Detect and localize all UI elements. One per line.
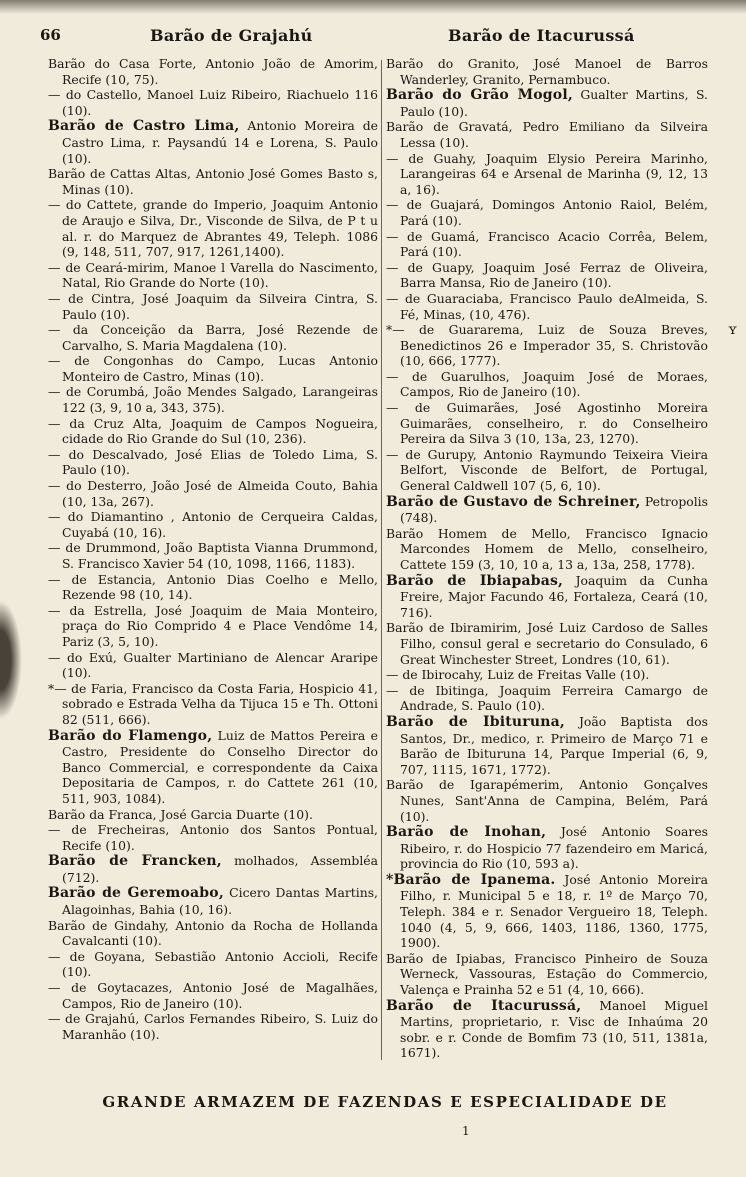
entry-text: — da Estrella, José Joaquim de Maia Monteiro, praça do Rio Comprido 4 e Place Vendôme 14, Pariz (3, 5, 10). bbox=[48, 602, 378, 649]
directory-entry bbox=[386, 56, 708, 87]
entry-text: — de Guajará, Domingos Antonio Raiol, Belém, Pará (10). bbox=[386, 197, 708, 228]
directory-entry bbox=[48, 540, 378, 571]
entry-text: Antonio Moreira de Castro Lima, r. Paysandú 14 e Lorena, S. Paulo (10). bbox=[62, 118, 378, 166]
entry-text: Petropolis (748). bbox=[400, 493, 708, 526]
entry-text: Barão de Gravatá, Pedro Emiliano da Silveira Lessa (10). bbox=[386, 119, 708, 150]
page-header bbox=[0, 26, 746, 52]
entry-text: — do Desterro, João José de Almeida Couto, Bahia (10, 13a, 267). bbox=[48, 478, 378, 509]
directory-entry bbox=[48, 572, 378, 603]
directory-entry bbox=[48, 650, 378, 681]
entry-text: — de Ibitinga, Joaquim Ferreira Camargo de Andrade, S. Paulo (10). bbox=[386, 682, 708, 714]
entry-text: — de Congonhas do Campo, Lucas Antonio Monteiro de Castro, Minas (10). bbox=[48, 353, 378, 384]
directory-entry bbox=[386, 667, 708, 683]
directory-entry bbox=[386, 714, 708, 777]
directory-entry bbox=[386, 229, 708, 260]
entry-text: — do Castello, Manoel Luiz Ribeiro, Riachuelo 116 (10). bbox=[48, 87, 378, 118]
entry-heading: Barão de Itacurussá, bbox=[386, 997, 582, 1014]
directory-entry bbox=[386, 824, 708, 872]
entry-text: Barão Homem de Mello, Francisco Ignacio Marcondes Homem de Mello, conselheiro, Cattete 159 (3, 10, 10 a, 13 a, 13a, 258, 1778). bbox=[386, 525, 708, 572]
entry-text: — de Guarulhos, Joaquim José de Moraes, Campos, Rio de Janeiro (10). bbox=[386, 368, 708, 400]
entry-text: Manoel Miguel Martins, proprietario, r. Visc de Inhaúma 20 sobr. e r. Conde de Bomfim 73 (10, 511, 1381a, 1671). bbox=[400, 997, 709, 1061]
footer-banner: GRANDE ARMAZEM DE FAZENDAS E ESPECIALIDADE DE bbox=[102, 1093, 668, 1111]
entry-text: João Baptista dos Santos, Dr., medico, r. Primeiro de Março 71 e Barão de Ibituruna 14, Parque Imperial (6, 9, 707, 1115, 1671, 1772). bbox=[400, 713, 709, 777]
entry-heading: *Barão de Ipanema. bbox=[386, 871, 556, 888]
directory-entry bbox=[386, 998, 708, 1061]
entry-text: Luiz de Mattos Pereira e Castro, Presidente do Conselho Director do Banco Commercial, e correspondente da Caixa Depositaria de Campos, r. do Cattete 261 (10, 511, 903, 1084). bbox=[62, 727, 379, 806]
entry-text: — da Cruz Alta, Joaquim de Campos Nogueira, cidade do Rio Grande do Sul (10, 236). bbox=[48, 415, 378, 447]
directory-entry bbox=[386, 322, 708, 369]
directory-entry bbox=[48, 980, 378, 1011]
entry-heading: Barão de Gustavo de Schreiner, bbox=[386, 493, 641, 510]
directory-entry bbox=[48, 603, 378, 650]
directory-entry bbox=[48, 322, 378, 353]
entry-heading: Barão de Geremoabo, bbox=[48, 885, 224, 902]
entry-text: Barão de Cattas Altas, Antonio José Gomes Basto s, Minas (10). bbox=[48, 166, 378, 197]
directory-entry bbox=[48, 509, 378, 540]
entry-text: Cicero Dantas Martins, Alagoinhas, Bahia (10, 16). bbox=[62, 885, 378, 918]
entry-text: José Antonio Moreira Filho, r. Municipal 5 e 18, r. 1º de Março 70, Teleph. 384 e r. Senador Vergueiro 18, Teleph. 1040 (4, 5, 9, 666, 1403, 1186, 1360, 1775, 1900). bbox=[400, 871, 708, 951]
directory-entry bbox=[48, 416, 378, 447]
directory-entry bbox=[48, 885, 378, 917]
directory-entry bbox=[48, 56, 378, 87]
entry-text: José Antonio Soares Ribeiro, r. do Hospicio 77 fazendeiro em Maricá, provincia do Rio (10, 593 a). bbox=[400, 824, 709, 872]
entry-text: Barão de Gindahy, Antonio da Rocha de Hollanda Cavalcanti (10). bbox=[48, 917, 378, 949]
entry-heading: Barão do Flamengo, bbox=[48, 727, 213, 744]
directory-entry bbox=[48, 197, 378, 259]
directory-entry bbox=[386, 87, 708, 119]
entry-text: Barão de Ibiramirim, José Luiz Cardoso de Salles Filho, consul geral e secretario do Consulado, 6 Great Winchester Street, Londres (10, 61). bbox=[386, 620, 708, 667]
entry-text: — de Ibirocahy, Luiz de Freitas Valle (10). bbox=[386, 667, 650, 683]
directory-entry bbox=[386, 683, 708, 714]
entry-text: — de Guamá, Francisco Acacio Corrêa, Belem, Pará (10). bbox=[386, 228, 708, 260]
entry-text: — de Ceará-mirim, Manoe l Varella do Nascimento, Natal, Rio Grande do Norte (10). bbox=[48, 259, 378, 291]
page-number: 66 bbox=[40, 26, 61, 44]
directory-entry bbox=[386, 494, 708, 526]
entry-text: — de Goytacazes, Antonio José de Magalhães, Campos, Rio de Janeiro (10). bbox=[48, 980, 378, 1011]
directory-entry bbox=[386, 447, 708, 494]
column-divider bbox=[381, 60, 382, 1060]
margin-mark: ʏ bbox=[728, 322, 738, 338]
scan-top-edge bbox=[0, 0, 746, 14]
entry-text: *— de Faria, Francisco da Costa Faria, Hospicio 41, sobrado e Estrada Velha da Tijuca 15 e Th. Ottoni 82 (511, 666). bbox=[48, 680, 378, 727]
directory-entry bbox=[48, 447, 378, 478]
directory-entry bbox=[386, 573, 708, 621]
entry-text: — de Grajahú, Carlos Fernandes Ribeiro, S. Luiz do Maranhão (10). bbox=[48, 1011, 378, 1042]
entry-text: Joaquim da Cunha Freire, Major Facundo 46, Fortaleza, Ceará (10, 716). bbox=[400, 572, 709, 620]
entry-text: Barão do Granito, José Manoel de Barros Wanderley, Granito, Pernambuco. bbox=[386, 56, 708, 87]
directory-entry bbox=[386, 400, 708, 447]
directory-entry bbox=[48, 384, 378, 415]
entry-heading: Barão do Grão Mogol, bbox=[386, 87, 573, 104]
directory-entry bbox=[386, 777, 708, 824]
signature-mark: 1 bbox=[462, 1124, 470, 1138]
directory-entry bbox=[386, 197, 708, 228]
directory-entry bbox=[48, 807, 378, 823]
entry-heading: Barão de Francken, bbox=[48, 853, 222, 870]
directory-entry bbox=[48, 87, 378, 118]
directory-entry bbox=[386, 369, 708, 400]
directory-entry bbox=[386, 119, 708, 150]
directory-entry bbox=[386, 260, 708, 291]
entry-text: Barão do Casa Forte, Antonio João de Amorim, Recife (10, 75). bbox=[48, 56, 378, 87]
entry-heading: Barão de Ibituruna, bbox=[386, 713, 565, 730]
right-column bbox=[386, 56, 708, 1061]
entry-text: — do Cattete, grande do Imperio, Joaquim Antonio de Araujo e Silva, Dr., Visconde de Silva, de P t u al. r. do Marquez de Abrantes 49, Teleph. 1086 (9, 148, 511, 707, 917, 1261,1400). bbox=[48, 197, 378, 260]
entry-text: Gualter Martins, S. Paulo (10). bbox=[400, 87, 708, 119]
entry-text: — de Guapy, Joaquim José Ferraz de Oliveira, Barra Mansa, Rio de Janeiro (10). bbox=[386, 259, 708, 291]
entry-text: Barão de Igarapémerim, Antonio Gonçalves Nunes, Sant'Anna de Campina, Belém, Pará (10). bbox=[386, 777, 708, 824]
entry-text: — de Guimarães, José Agostinho Moreira Guimarães, conselheiro, r. do Conselheiro Pereira da Silva 3 (10, 13a, 23, 1270). bbox=[386, 400, 708, 447]
directory-entry bbox=[386, 291, 708, 322]
entry-text: — de Drummond, João Baptista Vianna Drummond, S. Francisco Xavier 54 (10, 1098, 1166, 1183). bbox=[48, 540, 378, 571]
entry-text: — de Cintra, José Joaquim da Silveira Cintra, S. Paulo (10). bbox=[48, 290, 378, 322]
running-head-right: Barão de Itacurussá bbox=[448, 26, 635, 45]
entry-text: — da Conceição da Barra, José Rezende de Carvalho, S. Maria Magdalena (10). bbox=[48, 322, 378, 353]
directory-entry bbox=[48, 118, 378, 166]
directory-entry bbox=[48, 853, 378, 885]
directory-entry bbox=[48, 291, 378, 322]
entry-heading: Barão de Inohan, bbox=[386, 824, 547, 841]
entry-text: — de Guaraciaba, Francisco Paulo deAlmeida, S. Fé, Minas, (10, 476). bbox=[386, 290, 708, 322]
entry-text: — de Guahy, Joaquim Elysio Pereira Marinho, Larangeiras 64 e Arsenal de Marinha (9, 12, 13 a, 16). bbox=[386, 150, 708, 197]
entry-text: — do Exú, Gualter Martiniano de Alencar Araripe (10). bbox=[48, 649, 378, 681]
directory-entry bbox=[48, 681, 378, 728]
entry-text: Barão de Ipiabas, Francisco Pinheiro de Souza Werneck, Vassouras, Estação do Commercio, Valença e Prainha 52 e 51 (4, 10, 666). bbox=[386, 950, 708, 998]
directory-entry bbox=[386, 526, 708, 573]
entry-text: *— de Guararema, Luiz de Souza Breves, Benedictinos 26 e Imperador 35, S. Christovão (10, 666, 1777). bbox=[386, 322, 708, 369]
entry-heading: Barão de Castro Lima, bbox=[48, 118, 240, 135]
directory-entry bbox=[48, 728, 378, 807]
entry-text: — de Gurupy, Antonio Raymundo Teixeira Vieira Belfort, Visconde de Belfort, de Portugal, General Caldwell 107 (5, 6, 10). bbox=[386, 446, 708, 494]
entry-text: — de Estancia, Antonio Dias Coelho e Mello, Rezende 98 (10, 14). bbox=[48, 571, 378, 603]
directory-entry bbox=[48, 822, 378, 853]
scan-ink-blot bbox=[0, 600, 22, 720]
entry-text: molhados, Assembléa (712). bbox=[62, 853, 378, 885]
running-head-left: Barão de Grajahú bbox=[150, 26, 313, 45]
directory-entry bbox=[48, 260, 378, 291]
directory-entry bbox=[48, 1011, 378, 1042]
directory-entry bbox=[48, 353, 378, 384]
left-column bbox=[48, 56, 378, 1042]
directory-entry bbox=[386, 872, 708, 951]
directory-entry bbox=[386, 951, 708, 998]
directory-entry bbox=[48, 949, 378, 980]
directory-entry bbox=[48, 918, 378, 949]
entry-text: — de Goyana, Sebastião Antonio Accioli, Recife (10). bbox=[48, 948, 378, 980]
entry-heading: Barão de Ibiapabas, bbox=[386, 572, 564, 589]
entry-text: Barão da Franca, José Garcia Duarte (10). bbox=[48, 806, 313, 822]
directory-entry bbox=[48, 166, 378, 197]
entry-text: — de Frecheiras, Antonio dos Santos Pontual, Recife (10). bbox=[48, 822, 378, 853]
directory-entry bbox=[386, 620, 708, 667]
directory-entry bbox=[48, 478, 378, 509]
entry-text: — do Diamantino , Antonio de Cerqueira Caldas, Cuyabá (10, 16). bbox=[48, 509, 378, 540]
directory-entry bbox=[386, 151, 708, 198]
entry-text: — de Corumbá, João Mendes Salgado, Larangeiras 122 (3, 9, 10 a, 343, 375). bbox=[48, 384, 378, 416]
entry-text: — do Descalvado, José Elias de Toledo Lima, S. Paulo (10). bbox=[48, 446, 378, 478]
